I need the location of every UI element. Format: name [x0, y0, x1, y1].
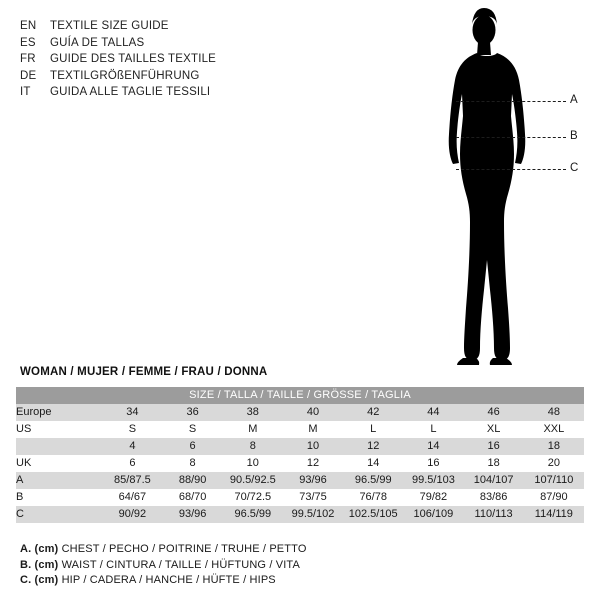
cell: XXL: [524, 421, 584, 438]
cell: 10: [283, 438, 343, 455]
cell: 106/109: [403, 506, 463, 523]
cell: 34: [102, 404, 162, 421]
language-row: [20, 84, 320, 101]
cell: 42: [343, 404, 403, 421]
language-title: GUIDA ALLE TAGLIE TESSILI: [50, 86, 211, 98]
cell: 48: [524, 404, 584, 421]
language-code: ES: [20, 36, 36, 49]
cell: 93/96: [283, 472, 343, 489]
footnote-c-key: C. (cm): [20, 574, 59, 586]
language-row: [20, 35, 320, 52]
cell: 14: [403, 438, 463, 455]
cell: XL: [464, 421, 524, 438]
cell: 88/90: [163, 472, 223, 489]
cell: 16: [403, 455, 463, 472]
cell: 76/78: [343, 489, 403, 506]
footnotes: [20, 542, 580, 589]
row-label: C: [16, 506, 102, 523]
table-row: [16, 404, 584, 421]
cell: 14: [343, 455, 403, 472]
cell: 68/70: [163, 489, 223, 506]
language-code: DE: [20, 69, 37, 82]
footnote-b-key: B. (cm): [20, 558, 59, 571]
language-code: IT: [20, 86, 31, 98]
cell: 10: [223, 455, 283, 472]
cell: 99.5/103: [403, 472, 463, 489]
female-silhouette-icon: [400, 8, 600, 368]
language-row: [20, 51, 320, 68]
cell: 96.5/99: [343, 472, 403, 489]
cell: 44: [403, 404, 463, 421]
cell: 107/110: [524, 472, 584, 489]
cell: 99.5/102: [283, 506, 343, 523]
cell: 73/75: [283, 489, 343, 506]
row-label: Europe: [16, 404, 102, 421]
row-label: [16, 438, 102, 455]
language-code: FR: [20, 53, 36, 65]
cell: L: [403, 421, 463, 438]
cell: M: [283, 421, 343, 438]
cell: 16: [464, 438, 524, 455]
cell: 104/107: [464, 472, 524, 489]
section-title: WOMAN / MUJER / FEMME / FRAU / DONNA: [20, 366, 268, 378]
cell: 8: [223, 438, 283, 455]
language-title: TEXTILE SIZE GUIDE: [50, 20, 169, 32]
cell: 6: [163, 438, 223, 455]
cell: 36: [163, 404, 223, 421]
footnote-c: [20, 573, 580, 589]
language-row: [20, 18, 320, 35]
cell: L: [343, 421, 403, 438]
measure-line-a: [456, 101, 566, 102]
row-label: B: [16, 489, 102, 506]
cell: 12: [343, 438, 403, 455]
cell: 18: [464, 455, 524, 472]
size-table: [16, 387, 584, 523]
cell: 85/87.5: [102, 472, 162, 489]
cell: 18: [524, 438, 584, 455]
cell: S: [163, 421, 223, 438]
row-label: UK: [16, 455, 102, 472]
cell: 12: [283, 455, 343, 472]
language-title: TEXTILGRÖßENFÜHRUNG: [50, 69, 200, 82]
measure-line-c: [456, 169, 566, 170]
footnote-c-text: HIP / CADERA / HANCHE / HÜFTE / HIPS: [61, 574, 276, 586]
cell: 4: [102, 438, 162, 455]
cell: 70/72.5: [223, 489, 283, 506]
cell: 40: [283, 404, 343, 421]
cell: M: [223, 421, 283, 438]
cell: 38: [223, 404, 283, 421]
measure-label-a: A: [570, 94, 578, 106]
cell: 102.5/105: [343, 506, 403, 523]
language-title: GUIDE DES TAILLES TEXTILE: [50, 53, 217, 65]
measure-label-b: B: [570, 130, 578, 142]
figure-area: [400, 8, 600, 368]
footnote-a-text: CHEST / PECHO / POITRINE / TRUHE / PETTO: [61, 543, 307, 555]
cell: 6: [102, 455, 162, 472]
size-table-wrapper: [16, 387, 584, 523]
cell: 96.5/99: [223, 506, 283, 523]
table-row: [16, 438, 584, 455]
cell: 64/67: [102, 489, 162, 506]
cell: 8: [163, 455, 223, 472]
cell: 93/96: [163, 506, 223, 523]
footnote-b-text: WAIST / CINTURA / TAILLE / HÜFTUNG / VITA: [61, 558, 300, 571]
row-label: US: [16, 421, 102, 438]
cell: 46: [464, 404, 524, 421]
cell: 79/82: [403, 489, 463, 506]
cell: 90/92: [102, 506, 162, 523]
language-row: [20, 68, 320, 85]
cell: S: [102, 421, 162, 438]
footnote-a: [20, 542, 580, 558]
table-header-row: [16, 387, 584, 404]
cell: 83/86: [464, 489, 524, 506]
language-title: GUÍA DE TALLAS: [50, 36, 145, 49]
footnote-a-key: A. (cm): [20, 543, 59, 555]
measure-line-b: [456, 137, 566, 138]
language-list: [20, 18, 320, 101]
cell: 110/113: [464, 506, 524, 523]
cell: 20: [524, 455, 584, 472]
cell: 90.5/92.5: [223, 472, 283, 489]
row-label: A: [16, 472, 102, 489]
language-code: EN: [20, 20, 37, 32]
table-header-label: SIZE / TALLA / TAILLE / GRÖSSE / TAGLIA: [16, 387, 584, 404]
footnote-b: [20, 558, 580, 574]
cell: 114/119: [524, 506, 584, 523]
table-row: [16, 472, 584, 489]
cell: 87/90: [524, 489, 584, 506]
table-row: [16, 455, 584, 472]
table-row: [16, 489, 584, 506]
table-row: [16, 421, 584, 438]
measure-label-c: C: [570, 162, 579, 174]
table-row: [16, 506, 584, 523]
